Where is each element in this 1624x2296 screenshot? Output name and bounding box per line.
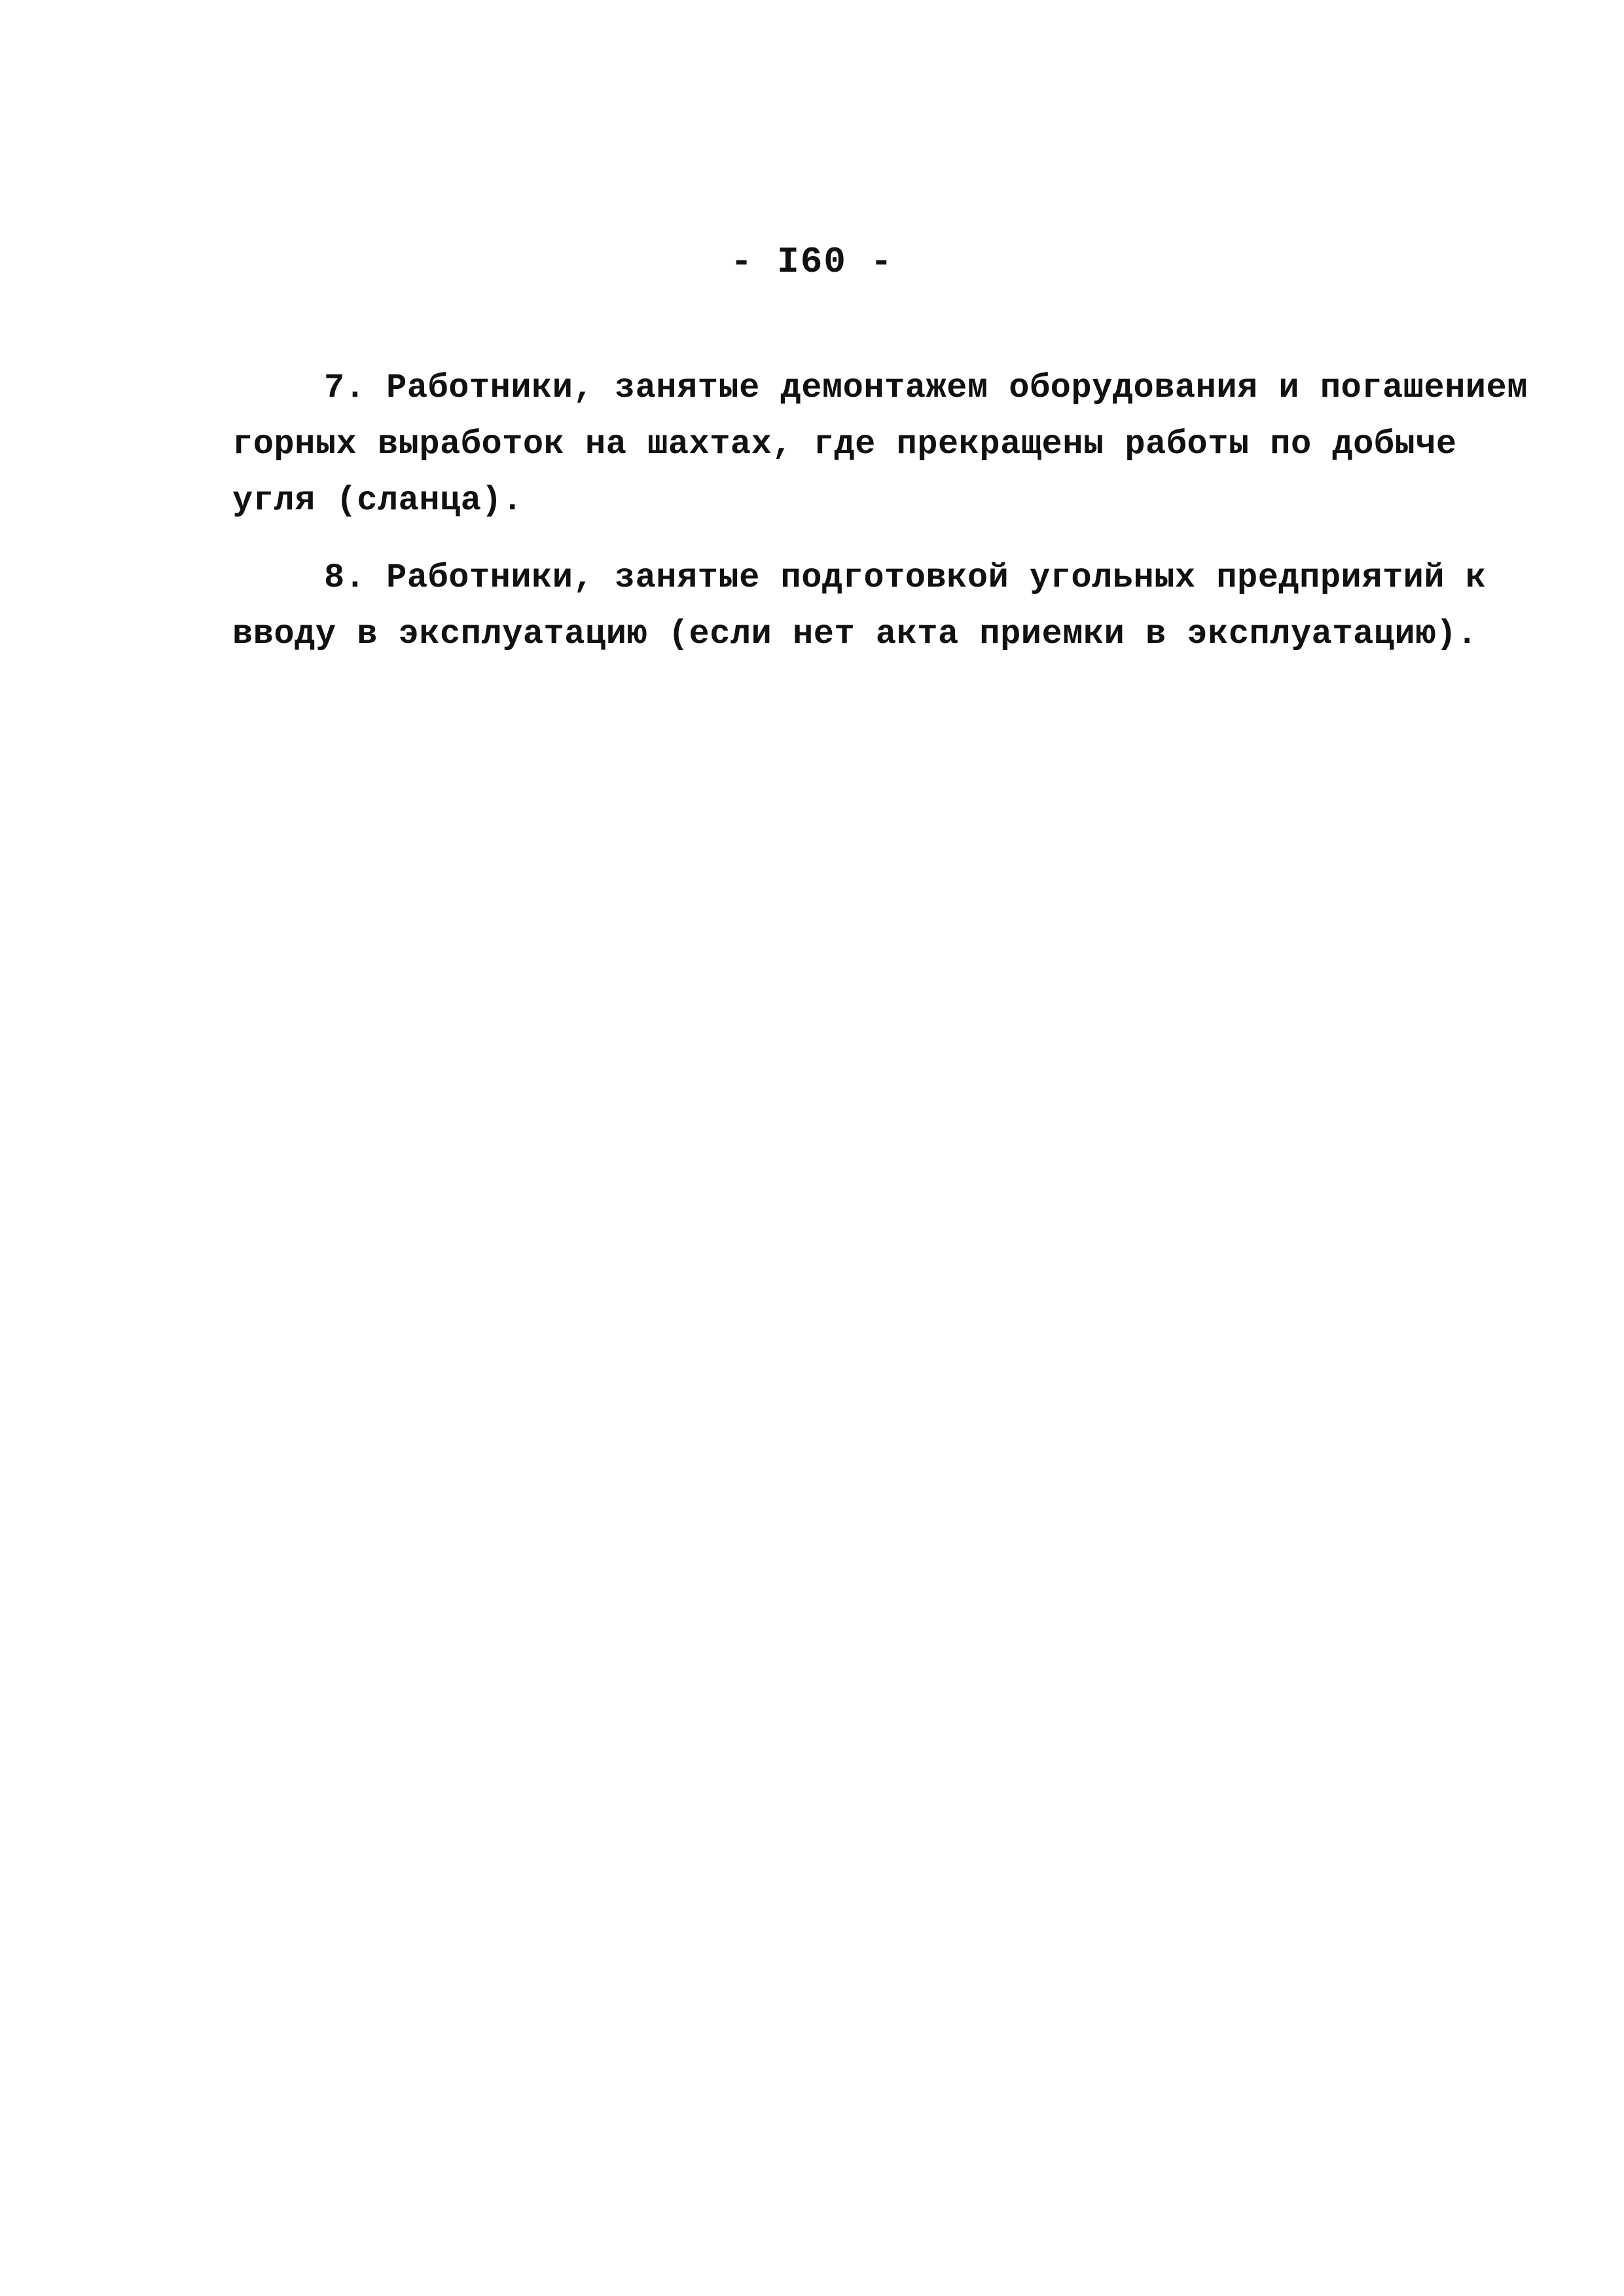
page-number: - I60 - bbox=[730, 241, 894, 283]
list-item-8 bbox=[232, 550, 1487, 663]
item-7-line-3: угля (сланца). bbox=[232, 481, 523, 520]
item-8-line-1: 8. Работники, занятые подготовкой угольных предприятий к bbox=[324, 558, 1487, 597]
list-item-7 bbox=[232, 360, 1528, 529]
item-7-line-2: горных выработок на шахтах, где прекращены работы по добыче bbox=[232, 425, 1457, 464]
item-8-line-2: вводу в эксплуатацию (если нет акта приемки в эксплуатацию). bbox=[232, 615, 1478, 653]
item-7-line-1: 7. Работники, занятые демонтажем оборудования и погашением bbox=[324, 369, 1528, 407]
